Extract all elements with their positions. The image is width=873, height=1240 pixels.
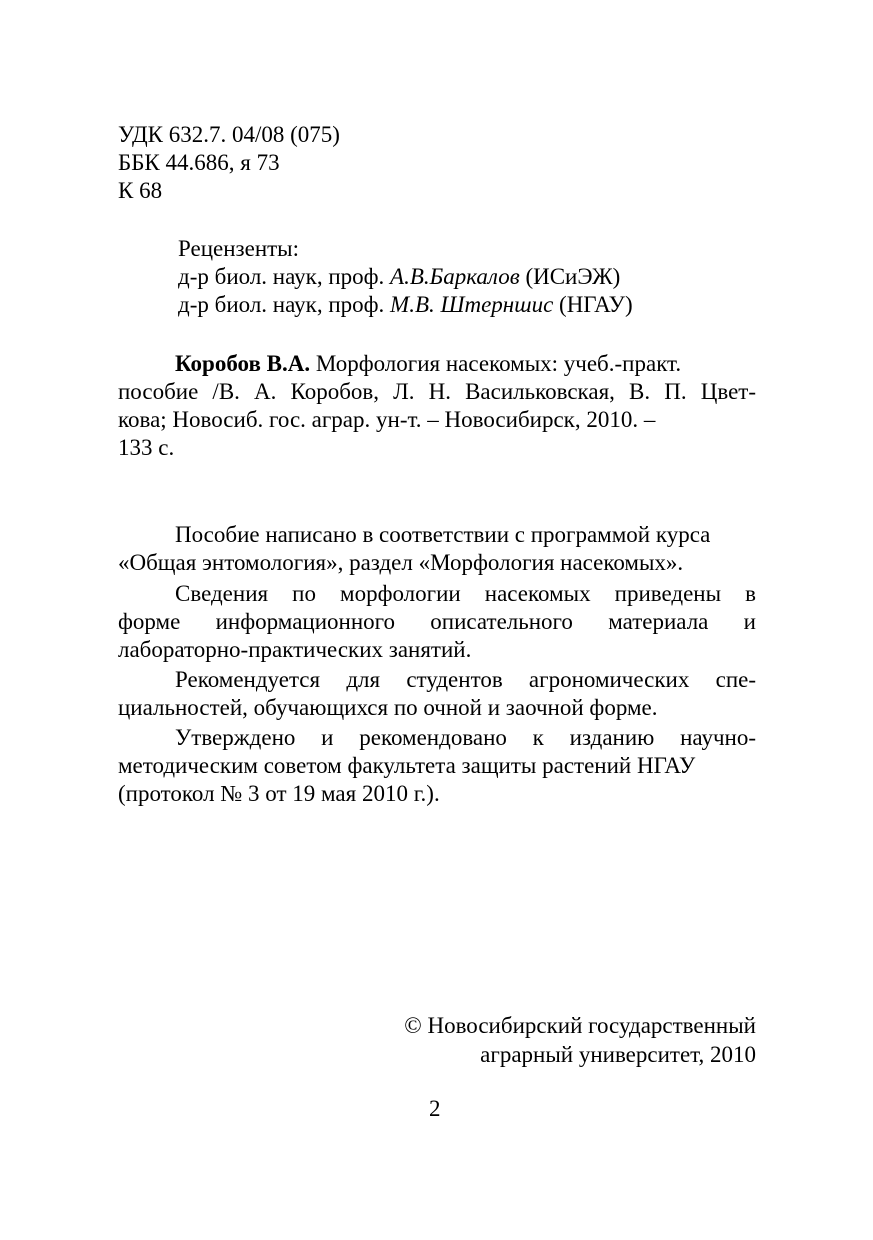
reviewer-line xyxy=(178,291,633,319)
annotation-p2-line-2: форме информационного описательного материала и xyxy=(118,609,756,634)
author-mark: К 68 xyxy=(118,178,163,203)
annotation-p1-line-1: Пособие написано в соответствии с программой курса xyxy=(175,522,711,547)
bibliography-title: Морфология насекомых: учеб.-практ. xyxy=(310,351,682,376)
reviewer-org: (ИСиЭЖ) xyxy=(519,264,621,289)
copyright-line-2: аграрный университет, 2010 xyxy=(480,1042,756,1067)
annotation-p4-line-3: (протокол № 3 от 19 мая 2010 г.). xyxy=(118,781,440,806)
reviewer-name: М.В. Штерншис xyxy=(390,292,554,317)
copyright-line-1: © Новосибирский государственный xyxy=(404,1013,756,1038)
annotation-p1-line-2: «Общая энтомология», раздел «Морфология насекомых». xyxy=(118,550,684,575)
bibliography-line-2: пособие /В. А. Коробов, Л. Н. Васильковская, В. П. Цвет- xyxy=(118,379,756,404)
annotation-p3-line-1: Рекомендуется для студентов агрономических спе- xyxy=(175,667,756,692)
bibliography-line-3: кова; Новосиб. гос. аграр. ун-т. – Новосибирск, 2010. – xyxy=(118,407,656,432)
annotation-p2-line-1: Сведения по морфологии насекомых приведены в xyxy=(175,581,756,606)
bibliography-line-1 xyxy=(175,350,681,378)
bibliography-author: Коробов В.А. xyxy=(175,351,311,376)
annotation-p4-line-1: Утверждено и рекомендовано к изданию научно- xyxy=(175,725,756,750)
annotation-p4-line-2: методическим советом факультета защиты растений НГАУ xyxy=(118,753,696,778)
reviewer-title: д-р биол. наук, проф. xyxy=(178,292,391,317)
reviewer-name: А.В.Баркалов xyxy=(390,264,520,289)
udk-code: УДК 632.7. 04/08 (075) xyxy=(118,122,340,147)
reviewer-line xyxy=(178,263,620,291)
reviewer-title: д-р биол. наук, проф. xyxy=(178,264,391,289)
bibliography-line-4: 133 с. xyxy=(118,435,175,460)
annotation-p2-line-3: лабораторно-практических занятий. xyxy=(118,637,472,662)
bbk-code: ББК 44.686, я 73 xyxy=(118,150,280,175)
reviewers-heading: Рецензенты: xyxy=(178,236,300,261)
page-number: 2 xyxy=(429,1096,441,1121)
annotation-p3-line-2: циальностей, обучающихся по очной и заочной форме. xyxy=(118,695,658,720)
reviewer-org: (НГАУ) xyxy=(553,292,633,317)
